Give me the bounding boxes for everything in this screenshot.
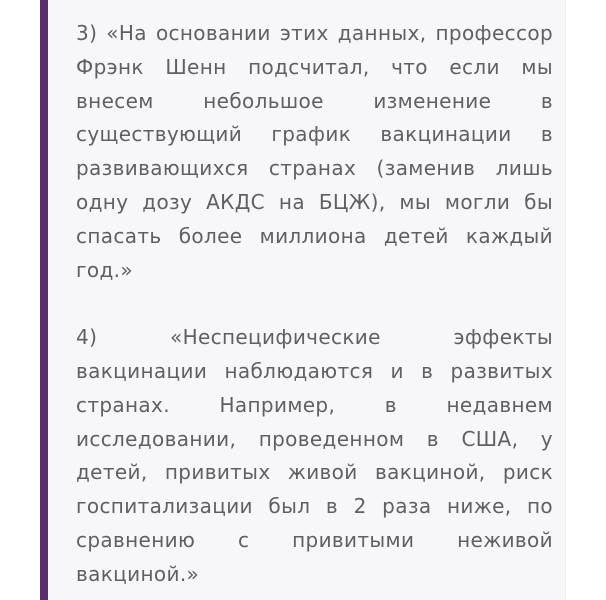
quote-body xyxy=(76,17,553,592)
blockquote xyxy=(40,0,566,600)
quote-paragraph-3: 3) «На основании этих данных, профессор Фрэнк Шенн подсчитал, что если мы внесем небольшое изменение в существующий график вакцинации в развивающихся странах (заменив лишь одну дозу АКДС на БЦЖ), мы могли бы спасать более миллиона детей каждый год.» xyxy=(76,21,553,282)
quote-paragraph-4: 4) «Неспецифические эффекты вакцинации наблюдаются и в развитых странах. Например, в недавнем исследовании, проведенном в США, у детей, привитых живой вакциной, риск госпитализации был в 2 раза ниже, по сравнению с привитыми неживой вакциной.» xyxy=(76,325,553,586)
